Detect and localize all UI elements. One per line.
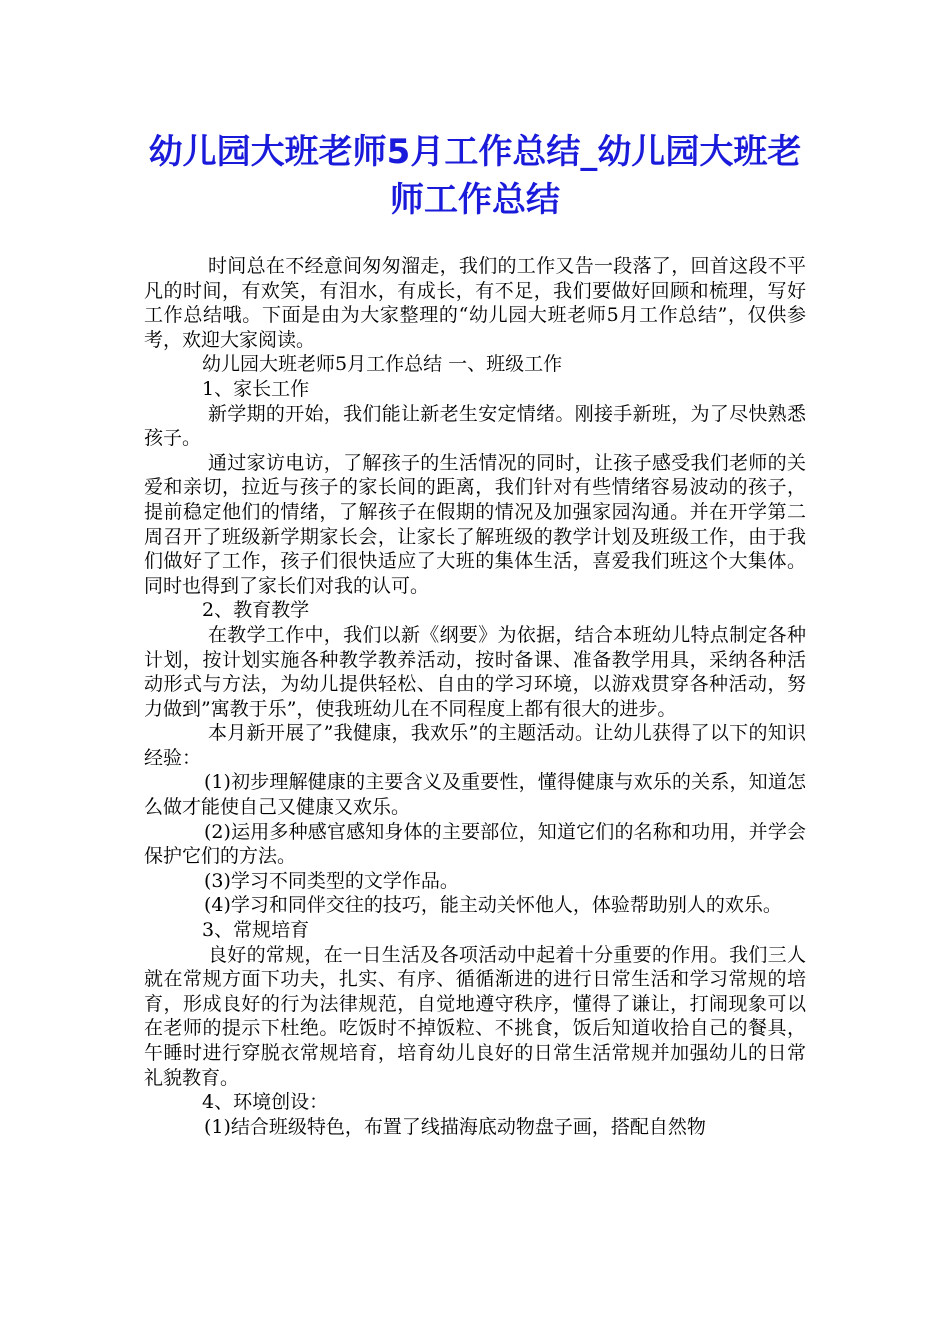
list-item: (3)学习不同类型的文学作品。 (204, 869, 459, 892)
subheading-routine: 3、常规培育 (202, 919, 310, 942)
body-paragraph: 在教学工作中，我们以新《纲要》为依据，结合本班幼儿特点制定各种计划，按计划实施各种教学教养活动，按时备课、准备教学用具，采纳各种活动形式与方法，为幼儿提供轻松、自由的学习环境，以游戏贯穿各种活动，努力做到”寓教于乐”，使我班幼儿在不同程度上都有很大的进步。 (144, 623, 806, 720)
document-page (144, 128, 806, 1139)
body-paragraph: 良好的常规，在一日生活及各项活动中起着十分重要的作用。我们三人就在常规方面下功夫，扎实、有序、循循渐进的进行日常生活和学习常规的培育，形成良好的行为法律规范，自觉地遵守秩序，懂得了谦让，打闹现象可以在老师的提示下杜绝。吃饭时不掉饭粒、不挑食，饭后知道收拾自己的餐具，午睡时进行穿脱衣常规培育，培育幼儿良好的日常生活常规并加强幼儿的日常礼貌教育。 (144, 943, 806, 1089)
body-paragraph: 通过家访电访，了解孩子的生活情况的同时，让孩子感受我们老师的关爱和亲切，拉近与孩子的家长间的距离，我们针对有些情绪容易波动的孩子，提前稳定他们的情绪，了解孩子在假期的情况及加强家园沟通。并在开学第二周召开了班级新学期家长会，让家长了解班级的教学计划及班级工作，由于我们做好了工作，孩子们很快适应了大班的集体生活，喜爱我们班这个大集体。同时也得到了家长们对我的认可。 (144, 451, 806, 597)
subheading-environment: 4、环境创设： (202, 1091, 329, 1114)
document-title: 幼儿园大班老师5月工作总结_幼儿园大班老师工作总结 (148, 132, 802, 220)
list-item: (2)运用多种感官感知身体的主要部位，知道它们的名称和功用，并学会保护它们的方法。 (144, 820, 806, 868)
intro-paragraph: 时间总在不经意间匆匆溜走，我们的工作又告一段落了，回首这段不平凡的时间，有欢笑，有泪水，有成长，有不足，我们要做好回顾和梳理，写好工作总结哦。下面是由为大家整理的“幼儿园大班老师5月工作总结”，仅供参考，欢迎大家阅读。 (144, 255, 806, 351)
list-item: (1)初步理解健康的主要含义及重要性，懂得健康与欢乐的关系，知道怎么做才能使自己又健康又欢乐。 (144, 771, 806, 819)
list-item: (4)学习和同伴交往的技巧，能主动关怀他人，体验帮助别人的欢乐。 (204, 894, 782, 917)
section-heading-class-work: 幼儿园大班老师5月工作总结 一、班级工作 (202, 353, 563, 376)
body-paragraph: 新学期的开始，我们能让新老生安定情绪。刚接手新班，为了尽快熟悉孩子。 (144, 402, 806, 450)
document-body (144, 254, 806, 1139)
subheading-teaching: 2、教育教学 (202, 599, 310, 622)
subheading-parent-work: 1、家长工作 (202, 377, 310, 400)
body-paragraph: 本月新开展了”我健康，我欢乐”的主题活动。让幼儿获得了以下的知识经验： (144, 722, 806, 769)
list-item: (1)结合班级特色，布置了线描海底动物盘子画，搭配自然物 (204, 1115, 706, 1138)
